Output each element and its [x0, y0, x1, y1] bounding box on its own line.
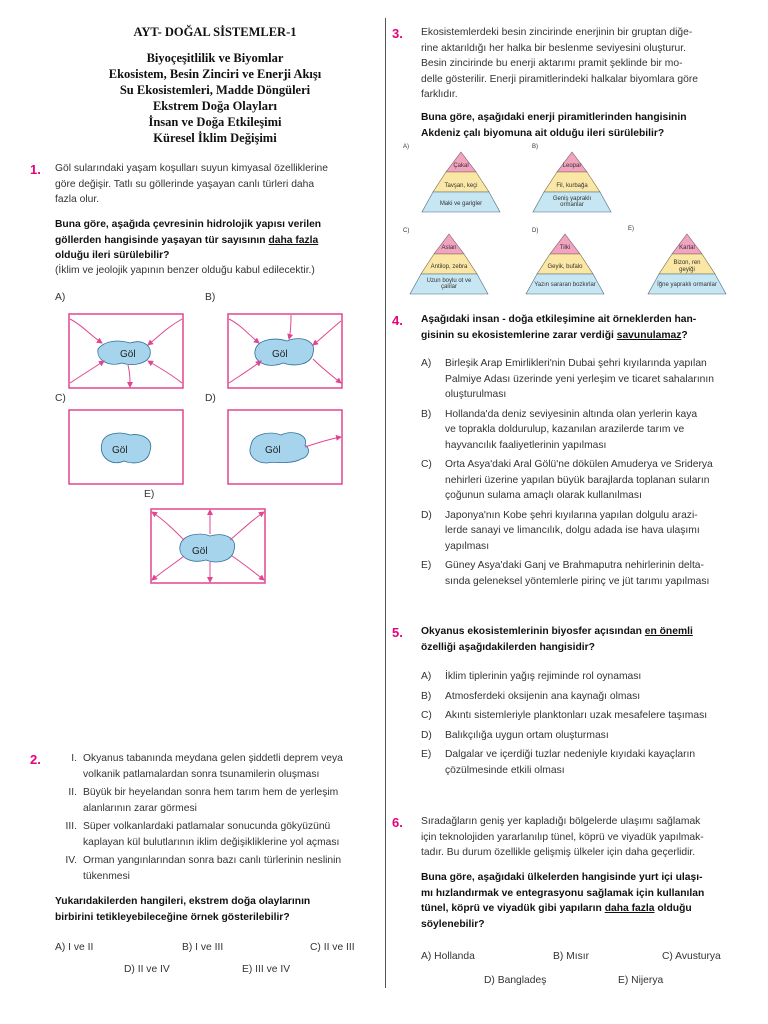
pyramid-top-label: Tilki: [559, 245, 571, 251]
option-letter: C): [421, 710, 432, 721]
text-span: olduğu: [654, 903, 692, 914]
lake-label: Göl: [272, 349, 288, 360]
option-label: E): [144, 489, 155, 500]
q6-intro: [421, 814, 761, 861]
answer-option[interactable]: C) Avusturya: [662, 951, 721, 962]
q4-options: [421, 356, 761, 589]
lake-diagram-d: [227, 409, 343, 485]
answer-option[interactable]: [421, 708, 761, 724]
text-line: [55, 233, 375, 249]
text-line: Besin zincirinde bu enerji aktarımı pramit şeklinde bir mo-: [421, 58, 683, 69]
option-letter: A): [421, 358, 432, 369]
roman-item: [55, 785, 375, 816]
answer-option[interactable]: [421, 669, 761, 685]
text-line: Atmosferdeki oksijenin ana kaynağı olması: [445, 690, 641, 702]
text-line: Göl sularındaki yaşam koşulları suyun kimyasal özelliklerine: [55, 163, 328, 174]
answer-option[interactable]: E) Nijerya: [618, 975, 664, 986]
option-letter: D): [421, 729, 432, 741]
text-line: söylenebilir?: [421, 918, 485, 930]
text-line: yapılması: [445, 540, 490, 552]
q1-question: [55, 217, 375, 264]
text-line: [421, 901, 761, 917]
text-line: tükenmesi: [83, 870, 130, 882]
text-line: çözülmesinde etkili olması: [445, 764, 565, 776]
question-number: 4.: [392, 313, 403, 328]
answer-option[interactable]: [421, 407, 761, 454]
answer-option[interactable]: [421, 558, 761, 589]
answer-option[interactable]: [421, 356, 761, 403]
text-line: [421, 328, 761, 344]
topic: Biyoçeşitlilik ve Biyomlar: [146, 51, 284, 65]
text-span: tünel, köprü ve viyadük gibi yapıların: [421, 903, 605, 914]
text-line: rine aktarıldığı her halka bir beslenme seviyesini oluşturur.: [421, 42, 686, 54]
answer-option[interactable]: A) Hollanda: [421, 951, 475, 962]
pyramid-mid-label: Fil, kurbağa: [556, 183, 588, 189]
topic: Ekstrem Doğa Olayları: [152, 99, 278, 113]
option-letter: E): [421, 560, 432, 571]
answer-option[interactable]: [421, 747, 761, 778]
text-line: Sıradağların geniş yer kapladığı bölgelerde ulaşımı sağlamak: [421, 816, 701, 827]
roman-item: [55, 751, 375, 782]
pyramid-mid-label: Bizon, ren geyiği: [673, 260, 701, 273]
answer-option[interactable]: D) Bangladeş: [484, 975, 547, 986]
text-span: Okyanus ekosistemlerinin biyosfer açısından: [421, 626, 645, 637]
pyramid-mid-label: Tavşan, keçi: [444, 183, 478, 189]
text-line: oluşturulması: [445, 389, 507, 400]
option-label: C): [403, 228, 410, 234]
text-line: tadır. Bu durum özellikle gelişmiş ülkeler için daha geçerlidir.: [421, 847, 696, 858]
text-line: Okyanus tabanında meydana gelen şiddetli deprem veya: [83, 753, 343, 764]
pyramid-bottom-label: Uzun boylu ot ve çalılar: [426, 278, 472, 290]
lake-diagram-c: [68, 409, 184, 485]
text-span: ?: [681, 329, 688, 341]
option-letter: B): [421, 690, 432, 702]
text-line: [421, 624, 761, 640]
question-number: 3.: [392, 26, 403, 41]
lake-label: Göl: [192, 546, 208, 557]
roman-numeral: III.: [65, 821, 77, 832]
option-label: D): [532, 228, 539, 234]
answer-option[interactable]: [421, 508, 761, 555]
page-header: [55, 24, 375, 146]
pyramid-bottom-label: İğne yapraklı ormanlar: [657, 282, 717, 288]
text-line: İklim tiplerinin yağış rejiminde rol oynaması: [445, 671, 642, 682]
column-divider: [385, 18, 386, 988]
option-letter: D): [421, 509, 432, 521]
q2-question: [55, 894, 375, 925]
text-line: Ekosistemlerdeki besin zincirinde enerjinin bir gruptan diğe-: [421, 27, 693, 38]
text-line: Palmiye Adası üzerinde yeni yerleşim ve ticaret sahalarının: [445, 373, 714, 385]
emphasis: en önemli: [644, 626, 693, 637]
lake-diagram-b: [227, 313, 343, 389]
answer-option[interactable]: D) II ve IV: [124, 964, 170, 975]
text-line: olduğu ileri sürülebilir?: [55, 250, 170, 261]
q3-intro: [421, 25, 761, 103]
option-label: D): [205, 393, 216, 404]
answer-option[interactable]: C) II ve III: [310, 942, 355, 953]
pyramid-bottom-label: Maki ve garigler: [439, 201, 483, 207]
text-line: Buna göre, aşağıda çevresinin hidrolojik yapısı verilen: [55, 219, 322, 230]
text-line: volkanik patlamalardan sonra tsunamilerin oluşması: [83, 768, 320, 780]
emphasis: daha fazla: [604, 903, 655, 914]
question-number: 1.: [30, 162, 41, 177]
text-line: Aşağıdaki insan - doğa etkileşimine ait örneklerden han-: [421, 314, 697, 325]
topic: Su Ekosistemleri, Madde Döngüleri: [119, 83, 311, 97]
text-line: fazla olur.: [55, 194, 100, 205]
text-span: gisinin su ekosistemlerine zarar verdiği: [421, 329, 617, 341]
lake-diagram-a: [68, 313, 184, 389]
pyramid-mid-label: Antilop, zebra: [430, 264, 468, 270]
page-title: AYT- DOĞAL SİSTEMLER-1: [133, 25, 297, 39]
pyramid-bottom-label: Yazın sararan bozkırlar: [534, 282, 596, 288]
text-line: Japonya'nın Kobe şehri kıyılarına yapılan dolgulu arazi-: [445, 509, 698, 521]
roman-numeral: IV.: [65, 855, 77, 866]
roman-item: [55, 819, 375, 850]
option-label: C): [55, 393, 66, 404]
text-line: lerde sanayi ve limancılık, dolgu adada ise hava ulaşımı: [445, 525, 700, 536]
option-letter: E): [421, 749, 432, 760]
text-line: delle gösterilir. Enerji piramitlerindeki halkalar biyomlara göre: [421, 73, 698, 85]
lake-label: Göl: [265, 445, 281, 456]
text-line: mı hızlandırmak ve entegrasyonu sağlamak için kullanılan: [421, 887, 705, 899]
option-label: E): [628, 226, 634, 232]
answer-option[interactable]: B) I ve III: [182, 942, 224, 953]
text-line: sında geleneksel yöntemlerle pirinç ve jüt tarımı yapılması: [445, 575, 710, 587]
text-line: farklıdır.: [421, 89, 458, 100]
text-line: Yukarıdakilerden hangileri, ekstrem doğa olaylarının: [55, 896, 311, 907]
emphasis: savunulamaz: [616, 329, 682, 341]
text-line: ve toprakla doldurulup, kazanılan arazilerde tarım ve: [445, 424, 685, 435]
question-number: 5.: [392, 625, 403, 640]
lake-diagram-e: [150, 508, 266, 584]
answer-option[interactable]: [421, 689, 761, 705]
answer-option[interactable]: A) I ve II: [55, 942, 94, 953]
option-label: B): [205, 292, 216, 303]
q1-note: (İklim ve jeolojik yapının benzer olduğu kabul edilecektir.): [55, 265, 315, 276]
text-line: göre değişir. Tatlı su göllerinde yaşayan canlı türleri daha: [55, 178, 315, 190]
q2-items: [55, 751, 375, 884]
text-line: Hollanda'da deniz seviyesinin altında olan yerlerin kaya: [445, 408, 698, 420]
option-letter: A): [421, 671, 432, 682]
q1-intro: [55, 161, 375, 208]
text-line: için teknolojiden yararlanılıp tünel, köprü ve viyadük yapılmak-: [421, 831, 704, 843]
text-line: hayvancılık faaliyetlerinin yapılması: [445, 439, 607, 451]
q3-question: [421, 110, 761, 141]
pyramid-top-label: Kartal: [679, 245, 695, 251]
text-line: Dalgalar ve içerdiği tuzlar nedeniyle kıyıdaki kayaçların: [445, 749, 696, 760]
text-line: Büyük bir heyelandan sonra hem tarım hem de yerleşim: [83, 787, 339, 798]
topic: Ekosistem, Besin Zinciri ve Enerji Akışı: [108, 67, 322, 81]
text-line: Güney Asya'daki Ganj ve Brahmaputra nehirlerinin delta-: [445, 560, 704, 571]
text-line: kaplayan kül bulutlarının iklim değişikliklerine yol açması: [83, 836, 340, 848]
text-line: çoğunun sulama amaçlı olarak kullanılması: [445, 490, 642, 501]
pyramid-bottom-label: Geniş yapraklı ormanlar: [552, 196, 592, 208]
q5-question: [421, 624, 761, 655]
text-line: Buna göre, aşağıdaki enerji piramitlerinden hangisinin: [421, 112, 687, 123]
roman-numeral: I.: [71, 753, 77, 764]
text-line: Orta Asya'daki Aral Gölü'ne dökülen Amuderya ve Sriderya: [445, 459, 713, 470]
text-span: göllerden hangisinde yaşayan tür sayısının: [55, 234, 269, 246]
text-line: Buna göre, aşağıdaki ülkelerden hangisinde yurt içi ulaşı-: [421, 872, 703, 883]
q5-options: [421, 669, 761, 778]
lake-label: Göl: [120, 349, 136, 360]
answer-option[interactable]: E) III ve IV: [242, 964, 291, 975]
pyramid-top-label: Leopar: [562, 163, 582, 169]
answer-option[interactable]: B) Mısır: [553, 951, 590, 962]
text-line: özelliği aşağıdakilerden hangisidir?: [421, 641, 595, 653]
text-line: Akdeniz çalı biyomuna ait olduğu ileri sürülebilir?: [421, 127, 665, 139]
topic: Küresel İklim Değişimi: [153, 131, 277, 145]
option-label: A): [403, 144, 409, 150]
option-letter: B): [421, 408, 432, 420]
q6-question: [421, 870, 761, 932]
pyramid-top-label: Çakal: [453, 163, 469, 169]
option-label: A): [55, 292, 66, 303]
q4-question: [421, 312, 761, 343]
question-number: 2.: [30, 752, 41, 767]
emphasis: daha fazla: [268, 234, 319, 246]
text-line: Süper volkanlardaki patlamalar sonucunda gökyüzünü: [83, 821, 331, 832]
pyramid-mid-label: Geyik, bufalo: [547, 264, 583, 270]
text-line: Birleşik Arap Emirlikleri'nin Dubai şehri kıyılarında yapılan: [445, 358, 707, 369]
topic: İnsan ve Doğa Etkileşimi: [148, 115, 282, 129]
option-letter: C): [421, 459, 432, 470]
option-label: B): [532, 144, 538, 150]
text-line: Akıntı sistemleriyle planktonları uzak mesafelere taşıması: [445, 710, 708, 721]
lake-label: Göl: [112, 445, 128, 456]
text-line: birbirini tetikleyebileceğine örnek gösterilebilir?: [55, 911, 290, 923]
pyramid-top-label: Aslan: [441, 245, 457, 251]
text-line: Orman yangınlarından sonra bazı canlı türlerinin neslinin: [83, 855, 342, 866]
roman-numeral: II.: [68, 787, 77, 798]
answer-option[interactable]: [421, 457, 761, 504]
roman-item: [55, 853, 375, 884]
text-line: nehirleri üzerine yapılan büyük barajlarda toplanan suların: [445, 474, 710, 486]
question-number: 6.: [392, 815, 403, 830]
answer-option[interactable]: [421, 728, 761, 744]
text-line: alanlarının zarar görmesi: [83, 802, 197, 814]
text-line: Balıkçılığa uygun ortam oluşturması: [445, 729, 609, 741]
